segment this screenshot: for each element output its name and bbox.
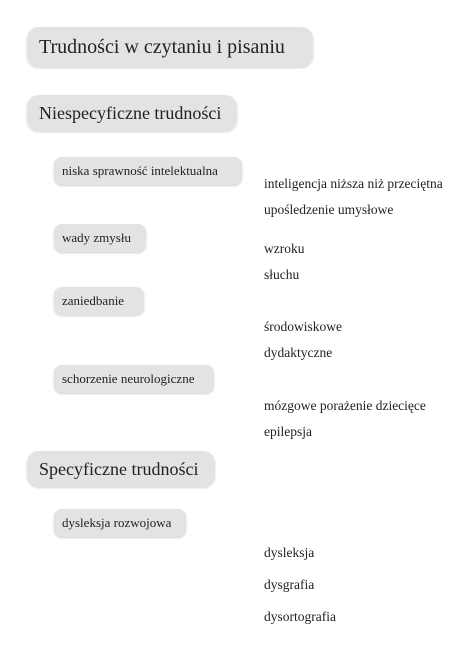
leaf-item: mózgowe porażenie dziecięce	[264, 398, 426, 413]
leaf-item: środowiskowe	[264, 319, 342, 334]
leaf-item: wzroku	[264, 241, 305, 256]
category-neglect: zaniedbanie	[54, 287, 144, 315]
category-sensory-defects: wady zmysłu	[54, 224, 146, 252]
leaf-item: dysleksja	[264, 545, 315, 560]
leaf-item: dysortografia	[264, 609, 336, 624]
diagram-title: Trudności w czytaniu i pisaniu	[27, 27, 313, 67]
category-developmental-dyslexia: dysleksja rozwojowa	[54, 509, 186, 537]
leaf-item: dysgrafia	[264, 577, 315, 592]
leaf-item: inteligencja niższa niż przeciętna	[264, 176, 443, 191]
section-nonspecific: Niespecyficzne trudności	[27, 95, 237, 131]
leaf-item: epilepsja	[264, 424, 312, 439]
category-neurological: schorzenie neurologiczne	[54, 365, 214, 393]
leaf-item: upośledzenie umysłowe	[264, 202, 394, 217]
leaf-item: słuchu	[264, 267, 300, 282]
section-specific: Specyficzne trudności	[27, 451, 215, 487]
category-low-intellect: niska sprawność intelektualna	[54, 157, 242, 185]
leaf-item: dydaktyczne	[264, 345, 333, 360]
